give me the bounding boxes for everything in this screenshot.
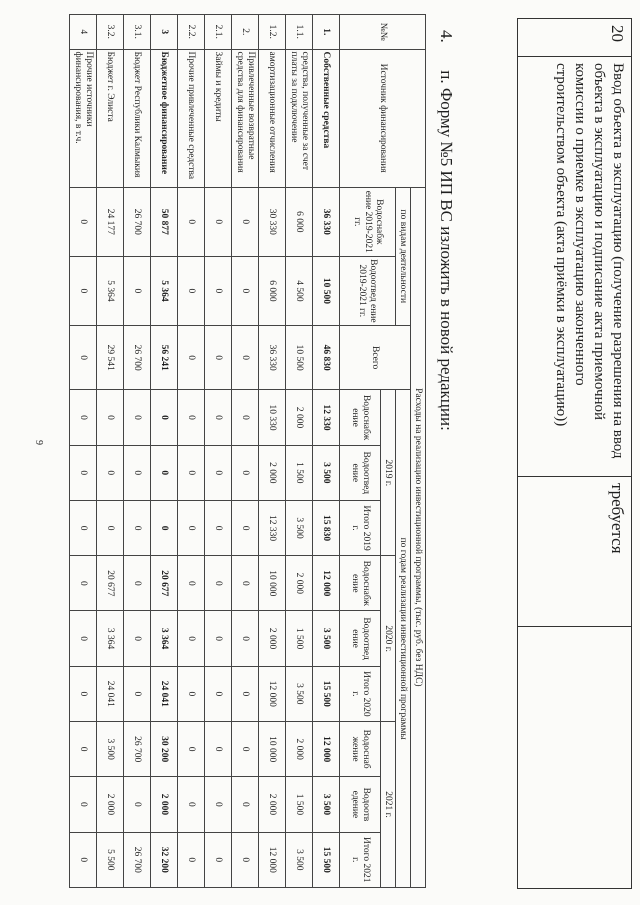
row-value-cell: 0	[178, 445, 205, 500]
row-value-cell: 0	[70, 187, 97, 256]
row-number: 2.2.	[178, 15, 205, 50]
row-value-cell: 0	[205, 445, 232, 500]
header-year-2019: 2019 г.	[381, 390, 396, 556]
row-value-cell: 0	[124, 445, 151, 500]
row-value-cell: 2 000	[259, 611, 286, 666]
row-value-cell: 0	[178, 256, 205, 325]
row-value-cell: 24 041	[151, 666, 178, 721]
row-value-cell: 12 000	[259, 832, 286, 887]
header-year-2020: 2020 г.	[381, 556, 396, 722]
row-source-name: Бюджет г. Элиста	[97, 49, 124, 187]
row-value-cell: 12 330	[313, 390, 340, 445]
row-value-cell: 0	[124, 611, 151, 666]
row-value-cell: 6 000	[286, 187, 313, 256]
row-value-cell: 0	[205, 390, 232, 445]
row-value-cell: 0	[205, 777, 232, 832]
row-value-cell: 5 364	[151, 256, 178, 325]
row-value-cell: 0	[124, 500, 151, 555]
row-number: 3	[151, 15, 178, 50]
row-value-cell: 12 330	[259, 500, 286, 555]
heading-text: п. Форму №5 ИП ВС изложить в новой редакции:	[437, 70, 456, 431]
row-value-cell: 3 500	[313, 611, 340, 666]
row-value-cell: 20 677	[97, 556, 124, 611]
row-value-cell: 0	[124, 556, 151, 611]
row-value-cell: 30 330	[259, 187, 286, 256]
top-row-text: Ввод объекта в эксплуатацию (получение разрешения на ввод объекта в эксплуатацию и подписание акта приемочной комиссии о приемке в эксплуатацию законченного строительством объекта (акта приёмки в эксплуатацию))	[518, 57, 632, 477]
row-number: 3.2.	[97, 15, 124, 50]
row-value-cell: 0	[124, 390, 151, 445]
row-value-cell: 1 500	[286, 611, 313, 666]
row-value-cell: 56 241	[151, 325, 178, 389]
row-value-cell: 29 541	[97, 325, 124, 389]
row-value-cell: 1 500	[286, 445, 313, 500]
row-value-cell: 0	[232, 611, 259, 666]
row-value-cell: 0	[178, 325, 205, 389]
row-value-cell: 0	[205, 256, 232, 325]
row-value-cell: 20 677	[151, 556, 178, 611]
header-by-activity: по видам деятельности	[396, 187, 411, 325]
row-value-cell: 0	[70, 256, 97, 325]
row-number: 1.2.	[259, 15, 286, 50]
row-value-cell: 0	[178, 390, 205, 445]
page-number: 9	[33, 440, 44, 445]
row-number: 4	[70, 15, 97, 50]
row-value-cell: 2 000	[97, 777, 124, 832]
row-value-cell: 0	[205, 187, 232, 256]
header-total-2020: Итого 2020 г.	[340, 666, 381, 721]
header-ws-2020: Водоснабж ение	[340, 556, 381, 611]
header-ws-2021: Водоснаб жение	[340, 722, 381, 777]
table-row	[151, 15, 178, 888]
row-value-cell: 3 364	[151, 611, 178, 666]
row-value-cell: 10 500	[286, 325, 313, 389]
header-year-2021: 2021 г.	[381, 722, 396, 888]
top-row-number: 20	[518, 19, 632, 57]
row-source-name: амортизационные отчисления	[259, 49, 286, 187]
header-source: Источник финансирования	[340, 49, 426, 187]
row-value-cell: 0	[205, 722, 232, 777]
row-source-name: средства, полученные за счет платы за подключение	[286, 49, 313, 187]
row-value-cell: 5 364	[97, 256, 124, 325]
row-value-cell: 3 500	[286, 832, 313, 887]
row-value-cell: 0	[70, 832, 97, 887]
row-value-cell: 0	[70, 611, 97, 666]
row-value-cell: 15 830	[313, 500, 340, 555]
row-value-cell: 0	[178, 500, 205, 555]
row-value-cell: 46 830	[313, 325, 340, 389]
row-source-name: Прочие источники финансирования, в т.ч.	[70, 49, 97, 187]
row-value-cell: 0	[232, 556, 259, 611]
row-value-cell: 36 330	[313, 187, 340, 256]
row-source-name: Привлеченные возвратные средства для финансирования	[232, 49, 259, 187]
header-wd-2021: Водоотв едение	[340, 777, 381, 832]
row-value-cell: 0	[97, 445, 124, 500]
table-row	[205, 15, 232, 888]
header-wd-2020: Водоотвед ение	[340, 611, 381, 666]
header-wd-2019: Водоотвед ение	[340, 445, 381, 500]
row-value-cell: 50 877	[151, 187, 178, 256]
row-value-cell: 0	[178, 777, 205, 832]
row-value-cell: 3 500	[97, 722, 124, 777]
top-table	[517, 18, 632, 889]
row-value-cell: 0	[124, 777, 151, 832]
row-value-cell: 5 500	[97, 832, 124, 887]
row-value-cell: 2 000	[286, 556, 313, 611]
row-value-cell: 2 000	[259, 777, 286, 832]
header-water-disposal-period: Водоотвед ение 2019-2021 гг.	[340, 256, 396, 325]
header-expenses: Расходы на реализацию инвестиционной программы, (тыс. руб. без НДС)	[411, 187, 426, 887]
header-water-supply-period: Водоснабж ение 2019-2021 гг.	[340, 187, 396, 256]
row-number: 1.	[313, 15, 340, 50]
table-body	[70, 15, 340, 888]
row-value-cell: 3 500	[313, 777, 340, 832]
row-value-cell: 0	[205, 666, 232, 721]
row-value-cell: 0	[70, 445, 97, 500]
row-value-cell: 0	[97, 500, 124, 555]
row-value-cell: 26 700	[124, 187, 151, 256]
row-value-cell: 0	[178, 187, 205, 256]
row-value-cell: 0	[178, 556, 205, 611]
header-total-2021: Итого 2021 г.	[340, 832, 381, 887]
row-value-cell: 0	[151, 500, 178, 555]
row-value-cell: 0	[178, 722, 205, 777]
row-value-cell: 12 000	[313, 722, 340, 777]
top-row-status: требуется	[518, 477, 632, 627]
row-value-cell: 0	[97, 390, 124, 445]
row-value-cell: 24 177	[97, 187, 124, 256]
row-source-name: Прочие привлеченные средства	[178, 49, 205, 187]
table-row	[286, 15, 313, 888]
row-value-cell: 0	[232, 500, 259, 555]
row-value-cell: 0	[70, 325, 97, 389]
row-value-cell: 15 500	[313, 832, 340, 887]
row-value-cell: 0	[232, 722, 259, 777]
row-value-cell: 2 000	[259, 445, 286, 500]
row-value-cell: 12 000	[313, 556, 340, 611]
row-value-cell: 0	[232, 832, 259, 887]
row-value-cell: 0	[151, 445, 178, 500]
row-value-cell: 0	[232, 445, 259, 500]
row-value-cell: 0	[124, 256, 151, 325]
header-total: Всего	[340, 325, 411, 389]
row-value-cell: 0	[232, 325, 259, 389]
row-value-cell: 0	[70, 722, 97, 777]
row-source-name: Займы и кредиты	[205, 49, 232, 187]
row-value-cell: 0	[70, 556, 97, 611]
row-value-cell: 0	[232, 777, 259, 832]
row-value-cell: 36 330	[259, 325, 286, 389]
row-value-cell: 2 000	[151, 777, 178, 832]
table-row	[178, 15, 205, 888]
row-number: 2.	[232, 15, 259, 50]
row-number: 2.1.	[205, 15, 232, 50]
row-value-cell: 0	[70, 777, 97, 832]
row-value-cell: 24 041	[97, 666, 124, 721]
table-row	[70, 15, 97, 888]
row-value-cell: 3 500	[313, 445, 340, 500]
row-value-cell: 0	[70, 390, 97, 445]
table-row	[232, 15, 259, 888]
row-value-cell: 4 500	[286, 256, 313, 325]
header-number: №№	[340, 15, 426, 50]
row-value-cell: 15 500	[313, 666, 340, 721]
row-value-cell: 0	[178, 666, 205, 721]
row-value-cell: 32 200	[151, 832, 178, 887]
top-row-empty-cell	[518, 627, 632, 889]
row-value-cell: 0	[178, 832, 205, 887]
row-value-cell: 0	[232, 187, 259, 256]
row-value-cell: 0	[70, 500, 97, 555]
row-value-cell: 10 000	[259, 722, 286, 777]
row-value-cell: 0	[205, 832, 232, 887]
row-value-cell: 0	[205, 611, 232, 666]
row-value-cell: 0	[151, 390, 178, 445]
row-number: 3.1.	[124, 15, 151, 50]
table-row	[124, 15, 151, 888]
table-row	[97, 15, 124, 888]
row-value-cell: 0	[232, 666, 259, 721]
table-row	[259, 15, 286, 888]
row-value-cell: 3 500	[286, 666, 313, 721]
row-value-cell: 3 364	[97, 611, 124, 666]
row-source-name: Собственные средства	[313, 49, 340, 187]
row-value-cell: 2 000	[286, 390, 313, 445]
row-source-name: Бюджет Республики Калмыкия	[124, 49, 151, 187]
row-value-cell: 0	[205, 556, 232, 611]
financing-table	[69, 14, 426, 888]
row-number: 1.1.	[286, 15, 313, 50]
row-value-cell: 0	[232, 390, 259, 445]
row-value-cell: 26 700	[124, 832, 151, 887]
row-value-cell: 10 000	[259, 556, 286, 611]
row-value-cell: 10 500	[313, 256, 340, 325]
row-value-cell: 10 330	[259, 390, 286, 445]
section-heading	[436, 30, 456, 431]
row-value-cell: 0	[124, 666, 151, 721]
row-value-cell: 0	[178, 611, 205, 666]
heading-item-number: 4.	[437, 30, 456, 43]
row-value-cell: 26 700	[124, 325, 151, 389]
row-value-cell: 12 000	[259, 666, 286, 721]
row-value-cell: 0	[232, 256, 259, 325]
row-value-cell: 0	[205, 325, 232, 389]
header-ws-2019: Водоснабж ение	[340, 390, 381, 445]
row-value-cell: 26 700	[124, 722, 151, 777]
row-value-cell: 1 500	[286, 777, 313, 832]
row-value-cell: 0	[205, 500, 232, 555]
row-value-cell: 30 200	[151, 722, 178, 777]
header-by-years: по годам реализации инвестиционной программы	[396, 390, 411, 888]
row-source-name: Бюджетное финансирование	[151, 49, 178, 187]
header-total-2019: Итого 2019 г.	[340, 500, 381, 555]
row-value-cell: 3 500	[286, 500, 313, 555]
table-row	[313, 15, 340, 888]
row-value-cell: 0	[70, 666, 97, 721]
row-value-cell: 2 000	[286, 722, 313, 777]
row-value-cell: 6 000	[259, 256, 286, 325]
